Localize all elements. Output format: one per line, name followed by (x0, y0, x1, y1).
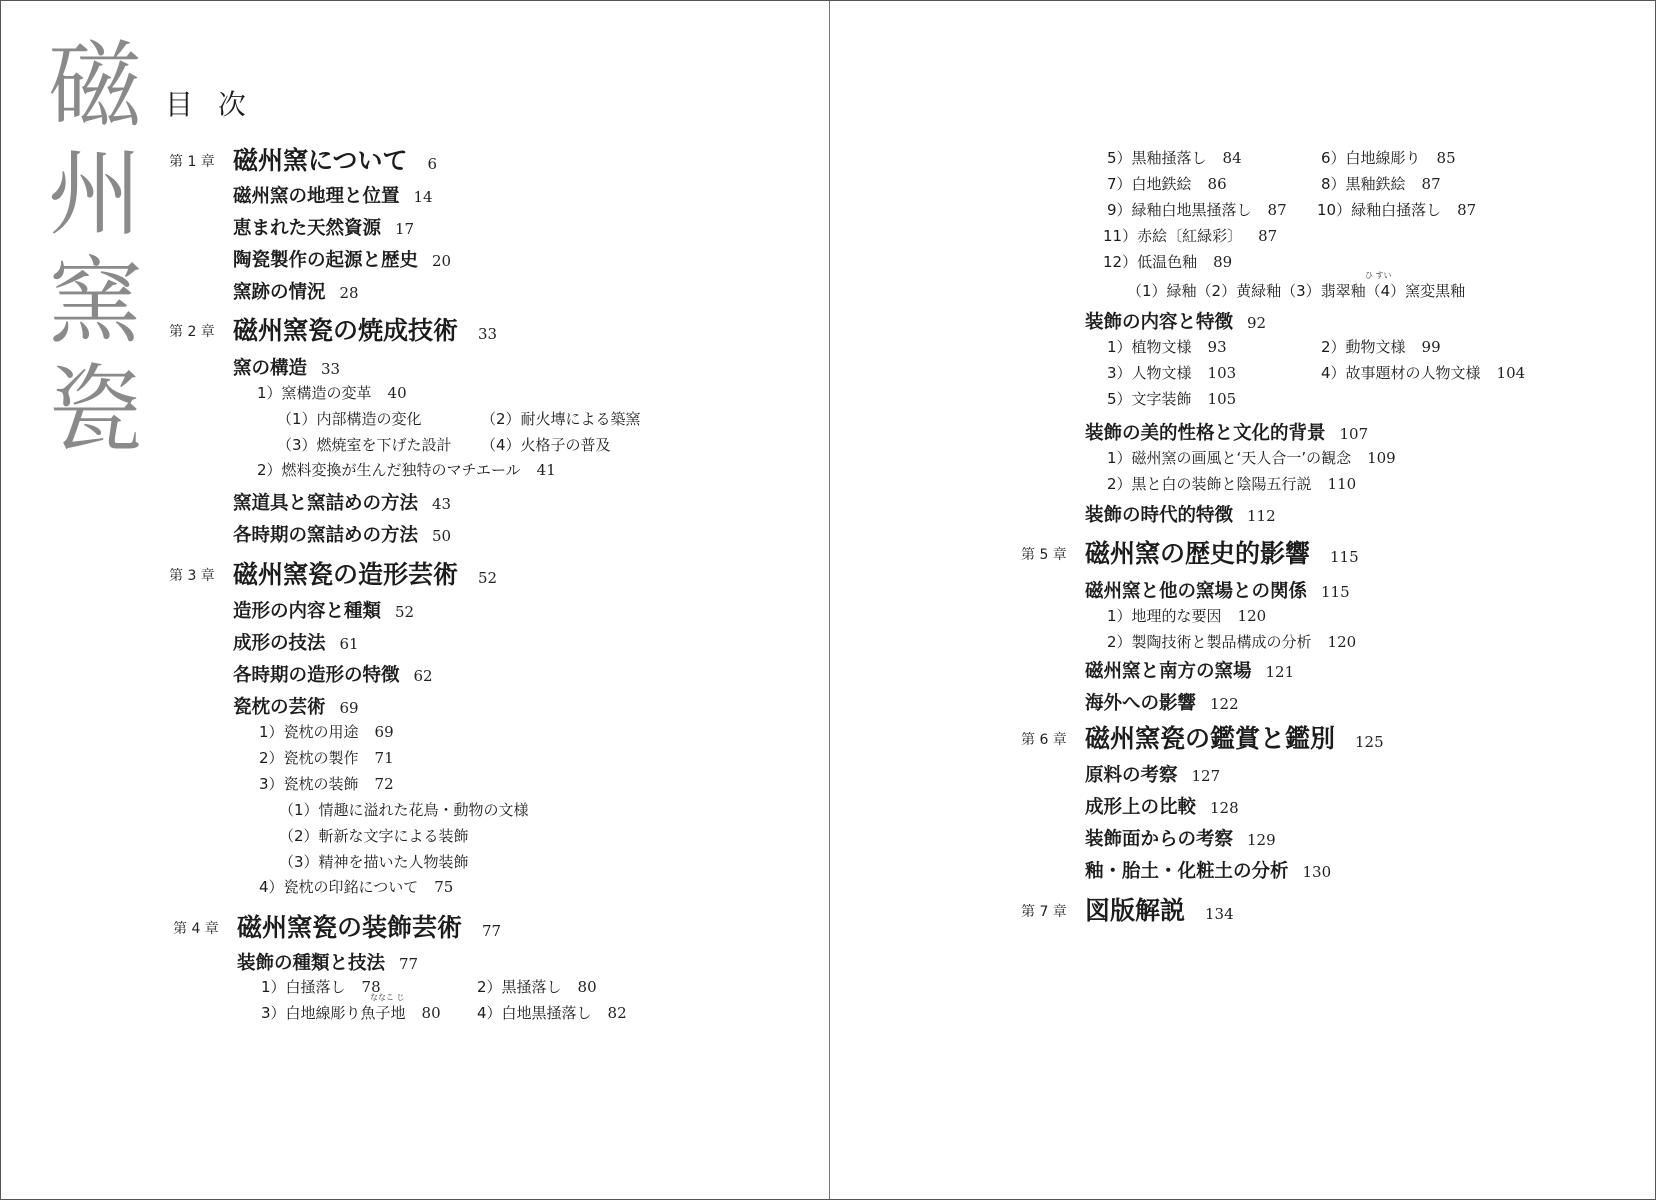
page-number: 62 (413, 667, 433, 685)
subsection-title[interactable]: 2）黒と白の装飾と陰陽五行説 110 (1107, 475, 1357, 493)
page-number: 128 (1210, 799, 1239, 817)
subsection-title[interactable]: 2）動物文様 99 (1321, 338, 1441, 356)
subsection-title[interactable]: 4）瓷枕の印銘について 75 (259, 878, 454, 896)
page-number: 69 (374, 723, 394, 741)
vertical-book-title (45, 33, 145, 465)
page-number: 92 (1247, 314, 1267, 332)
subsection-title[interactable]: 9）緑釉白地黒掻落し 87 (1107, 201, 1287, 219)
page-number: 86 (1207, 175, 1227, 193)
page-number: 125 (1355, 733, 1384, 751)
title-char: 州 (47, 140, 142, 249)
subsection-title[interactable]: 2）瓷枕の製作 71 (259, 749, 394, 767)
section-title[interactable]: 陶瓷製作の起源と歴史 20 (233, 250, 452, 271)
subsection-title[interactable]: 12）低温色釉 89 (1103, 253, 1233, 271)
subsubsection-title[interactable]: （1）情趣に溢れた花鳥・動物の文様 (279, 801, 529, 819)
section-title[interactable]: 窯跡の情況 28 (233, 282, 359, 303)
subsection-title[interactable]: 1）磁州窯の画風と‘天人合一’の観念 109 (1107, 449, 1396, 467)
section-title[interactable]: 装飾の美的性格と文化的背景 107 (1085, 423, 1369, 444)
subsection-title[interactable]: 1）植物文様 93 (1107, 338, 1227, 356)
section-title[interactable]: 各時期の造形の特徴 62 (233, 665, 433, 686)
section-title[interactable]: 窯道具と窯詰めの方法 43 (233, 493, 452, 514)
subsubsection-title[interactable]: （2）耐火塼による築窯 (481, 410, 641, 428)
subsection-title[interactable]: 10）緑釉白掻落し 87 (1317, 201, 1477, 219)
page-number: 50 (432, 527, 452, 545)
page-number: 87 (1457, 201, 1477, 219)
section-title[interactable]: 海外への影響 122 (1085, 693, 1239, 714)
page-number: 103 (1207, 364, 1237, 382)
page-number: 33 (478, 325, 498, 343)
page-number: 104 (1496, 364, 1526, 382)
page-number: 77 (399, 955, 419, 973)
page-number: 17 (395, 220, 415, 238)
page-number: 115 (1330, 548, 1359, 566)
section-title[interactable]: 磁州窯と他の窯場との関係 115 (1085, 581, 1350, 602)
section-title[interactable]: 磁州窯と南方の窯場 121 (1085, 661, 1295, 682)
page-number: 80 (577, 978, 597, 996)
section-title[interactable]: 成形の技法 61 (233, 633, 359, 654)
subsection-title[interactable]: 11）赤絵〔紅緑彩〕 87 (1103, 227, 1278, 245)
page-gutter (829, 1, 830, 1199)
page-number: 121 (1265, 663, 1295, 681)
page-number: 40 (387, 384, 407, 402)
page-number: 112 (1247, 507, 1276, 525)
section-title[interactable]: 装飾の時代的特徴 112 (1085, 505, 1276, 526)
page-number: 120 (1237, 607, 1267, 625)
subsection-title[interactable]: 4）白地黒掻落し 82 (477, 1004, 627, 1022)
subsubsection-title[interactable]: （2）斬新な文字による装飾 (279, 827, 469, 845)
page-number: 28 (339, 284, 359, 302)
subsubsection-title[interactable]: （3）精神を描いた人物装飾 (279, 853, 469, 871)
page-number: 61 (339, 635, 359, 653)
section-title[interactable]: 釉・胎土・化粧土の分析 130 (1085, 861, 1332, 882)
chapter-number: 第 2 章 (169, 324, 215, 340)
page-number: 115 (1321, 583, 1350, 601)
section-title[interactable]: 成形上の比較 128 (1085, 797, 1239, 818)
page-number: 87 (1421, 175, 1441, 193)
page-number: 69 (339, 699, 359, 717)
page-number: 77 (482, 922, 502, 940)
page-number: 87 (1267, 201, 1287, 219)
chapter-title[interactable]: 磁州窯瓷の鑑賞と鑑別 125 (1085, 724, 1384, 753)
page-number: 84 (1222, 149, 1242, 167)
subsection-title[interactable]: 3）瓷枕の装飾 72 (259, 775, 394, 793)
section-title[interactable]: 原料の考察 127 (1085, 765, 1221, 786)
section-title[interactable]: 装飾面からの考察 129 (1085, 829, 1276, 850)
section-title[interactable]: 恵まれた天然資源 17 (233, 218, 415, 239)
section-title[interactable]: 装飾の種類と技法 77 (237, 953, 419, 974)
title-char: 窯 (47, 248, 142, 357)
subsection-title[interactable]: 8）黒釉鉄絵 87 (1321, 175, 1441, 193)
subsection-title[interactable]: 1）地理的な要因 120 (1107, 607, 1267, 625)
subsubsection-title[interactable]: （3）燃焼室を下げた設計 (277, 436, 452, 454)
page-number: 89 (1213, 253, 1233, 271)
subsection-title[interactable]: 5）文字装飾 105 (1107, 390, 1237, 408)
page-number: 127 (1191, 767, 1221, 785)
subsection-title[interactable]: 7）白地鉄絵 86 (1107, 175, 1227, 193)
subsection-title[interactable]: 5）黒釉掻落し 84 (1107, 149, 1242, 167)
page-number: 110 (1327, 475, 1357, 493)
page-number: 129 (1247, 831, 1276, 849)
title-char: 瓷 (47, 356, 142, 465)
subsection-title[interactable]: 2）黒掻落し 80 (477, 978, 597, 996)
chapter-title[interactable]: 図版解説 134 (1085, 896, 1234, 925)
page-number: 87 (1258, 227, 1278, 245)
chapter-title[interactable]: 磁州窯瓷の造形芸術 52 (233, 560, 498, 589)
page-number: 52 (395, 603, 415, 621)
page-number: 82 (607, 1004, 627, 1022)
subsection-title[interactable]: 1）窯構造の変革 40 (257, 384, 407, 402)
ruby-annotation: ななこ じ (370, 993, 405, 1002)
page-number: 43 (432, 495, 452, 513)
page-number: 109 (1367, 449, 1396, 467)
page-number: 80 (421, 1004, 441, 1022)
chapter-number: 第 5 章 (1021, 547, 1067, 563)
subsection-title[interactable]: 2）製陶技術と製品構成の分析 120 (1107, 633, 1357, 651)
subsection-title[interactable]: 1）白掻落し 78 (261, 978, 381, 996)
subsection-title[interactable]: 3）人物文様 103 (1107, 364, 1237, 382)
page-number: 122 (1210, 695, 1239, 713)
page-number: 120 (1327, 633, 1357, 651)
page-number: 20 (432, 252, 452, 270)
section-title[interactable]: 造形の内容と種類 52 (233, 601, 415, 622)
chapter-number: 第 6 章 (1021, 732, 1067, 748)
subsubsection-title[interactable]: （1）内部構造の変化 (277, 410, 422, 428)
section-title[interactable]: 瓷枕の芸術 69 (233, 697, 359, 718)
page-number: 41 (536, 461, 556, 479)
subsection-title[interactable]: 6）白地線彫り 85 (1321, 149, 1456, 167)
section-title[interactable]: 各時期の窯詰めの方法 50 (233, 525, 452, 546)
chapter-number: 第 4 章 (173, 921, 219, 937)
ruby-annotation: ひ すい (1365, 271, 1392, 280)
page-number: 134 (1205, 905, 1234, 923)
chapter-title[interactable]: 磁州窯の歴史的影響 115 (1085, 539, 1359, 568)
page-number: 75 (434, 878, 454, 896)
page-number: 93 (1207, 338, 1227, 356)
subsection-title[interactable]: 2）燃料変換が生んだ独特のマチエール 41 (257, 461, 556, 479)
chapter-title[interactable]: 磁州窯瓷の装飾芸術 77 (237, 913, 502, 942)
subsection-title[interactable]: 3）白地線彫り魚子地 80 (261, 1004, 441, 1022)
subsection-title[interactable]: 1）瓷枕の用途 69 (259, 723, 394, 741)
page-number: 78 (361, 978, 381, 996)
subsubsection-title[interactable]: （1）緑釉（2）黄緑釉（3）翡翠釉（4）窯変黒釉 (1127, 282, 1466, 300)
page-number: 6 (427, 155, 438, 173)
page-number: 33 (321, 360, 341, 378)
chapter-number: 第 1 章 (169, 154, 215, 170)
subsection-title[interactable]: 4）故事題材の人物文様 104 (1321, 364, 1526, 382)
page-number: 130 (1302, 863, 1332, 881)
page-number: 107 (1339, 425, 1369, 443)
page-number: 105 (1207, 390, 1237, 408)
page-number: 14 (413, 188, 433, 206)
page-number: 72 (374, 775, 394, 793)
toc-heading: 目 次 (165, 88, 254, 121)
chapter-number: 第 7 章 (1021, 904, 1067, 920)
page-number: 71 (374, 749, 394, 767)
title-char: 磁 (47, 32, 142, 141)
chapter-number: 第 3 章 (169, 568, 215, 584)
section-title[interactable]: 窯の構造 33 (233, 358, 341, 379)
subsubsection-title[interactable]: （4）火格子の普及 (481, 436, 611, 454)
section-title[interactable]: 磁州窯の地理と位置 14 (233, 186, 433, 207)
page-number: 99 (1421, 338, 1441, 356)
page-number: 85 (1436, 149, 1456, 167)
chapter-title[interactable]: 磁州窯について 6 (233, 146, 438, 175)
section-title[interactable]: 装飾の内容と特徴 92 (1085, 312, 1267, 333)
chapter-title[interactable]: 磁州窯瓷の焼成技術 33 (233, 316, 498, 345)
page-number: 52 (478, 569, 498, 587)
